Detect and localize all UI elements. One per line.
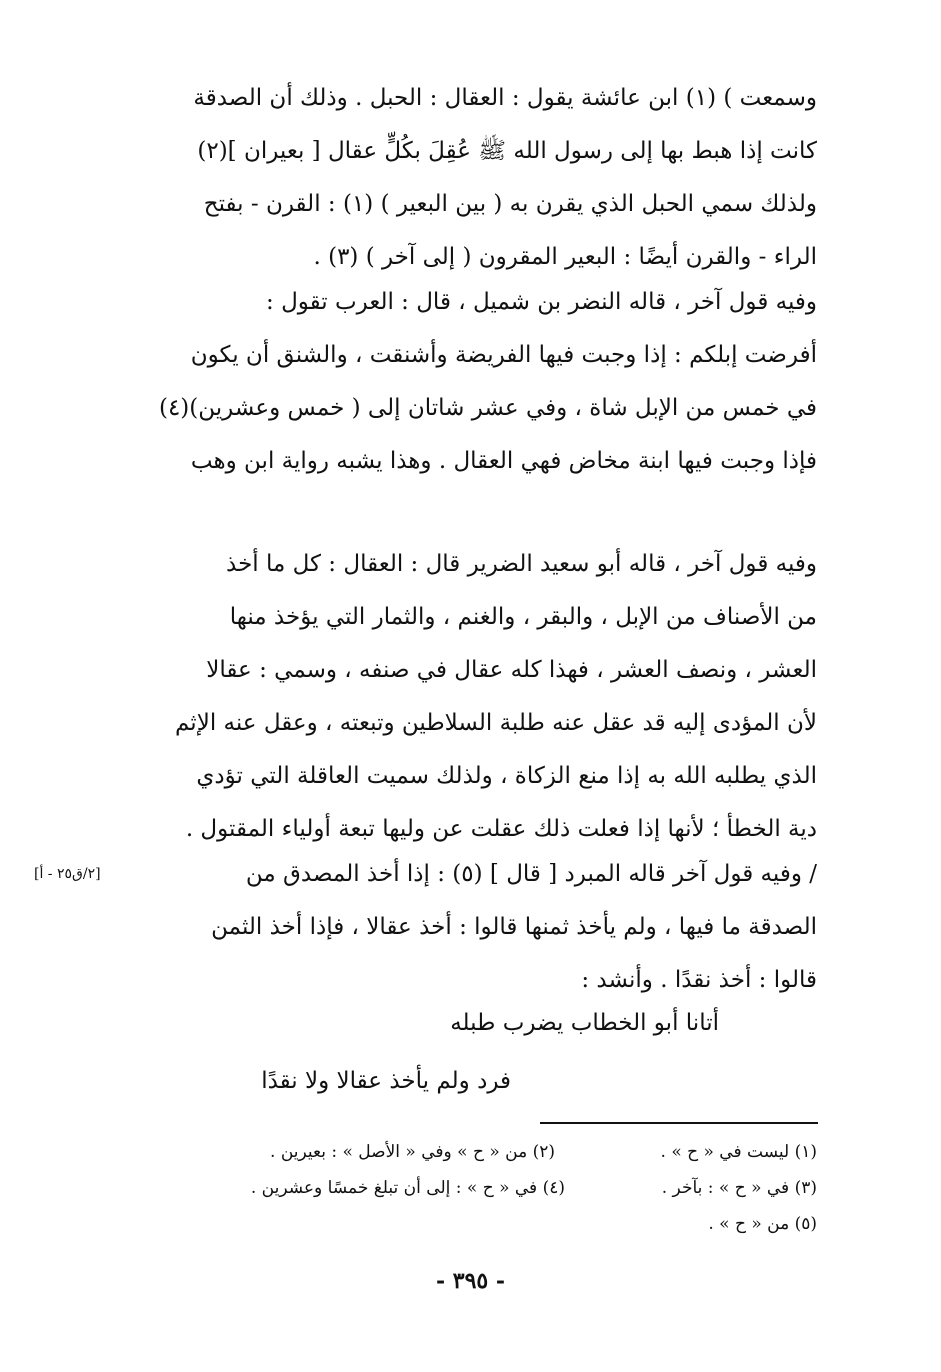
footnote-5: (٥) من « ح » . (708, 1214, 817, 1234)
page-number: - ٣٩٥ - (435, 1268, 506, 1294)
paragraph-aisha (134, 72, 817, 284)
text-line: لأن المؤدى إليه قد عقل عنه طلبة السلاطين وتبعته ، وعقل عنه الإثم (175, 710, 817, 736)
text-line: وفيه قول آخر ، قاله النضر بن شميل ، قال : العرب تقول : (266, 289, 817, 315)
manuscript-folio-note: [٢/ق٢٥ - أ] (34, 866, 101, 882)
text-line: وفيه قول آخر ، قاله أبو سعيد الضرير قال : العقال : كل ما أخذ (226, 551, 817, 577)
paragraph-nadr (134, 276, 817, 488)
footnote-separator (540, 1122, 818, 1124)
paragraph-abu-said (134, 538, 817, 856)
text-line: من الأصناف من الإبل ، والبقر ، والغنم ، والثمار التي يؤخذ منها (229, 604, 817, 630)
footnote-3: (٣) في « ح » : بآخر . (661, 1178, 817, 1198)
text-line: وسمعت ) (١) ابن عائشة يقول : العقال : الحبل . وذلك أن الصدقة (193, 85, 817, 111)
text-line: كانت إذا هبط بها إلى رسول الله ﷺ عُقِلَ بكُلٍّ عقال [ بعيران ](٢) (197, 138, 817, 164)
footnote-4: (٤) في « ح » : إلى أن تبلغ خمسًا وعشرين . (250, 1178, 565, 1198)
text-line: دية الخطأ ؛ لأنها إذا فعلت ذلك عقلت عن وليها تبعة أولياء المقتول . (185, 816, 817, 842)
verse-line-1: أتانا أبو الخطاب يضرب طبله (450, 1010, 719, 1036)
text-line: / وفيه قول آخر قاله المبرد [ قال ] (٥) : إذا أخذ المصدق من (245, 861, 817, 887)
footnote-1: (١) ليست في « ح » . (660, 1142, 817, 1162)
text-line: ولذلك سمي الحبل الذي يقرن به ( بين البعير ) (١) : القرن - بفتح (203, 191, 817, 217)
text-line: في خمس من الإبل شاة ، وفي عشر شاتان إلى ( خمس وعشرين)(٤) (158, 395, 817, 421)
text-line: فإذا وجبت فيها ابنة مخاض فهي العقال . وهذا يشبه رواية ابن وهب (190, 448, 817, 474)
text-line: العشر ، ونصف العشر ، فهذا كله عقال في صنفه ، وسمي : عقالا (206, 657, 817, 683)
text-line: أفرضت إبلكم : إذا وجبت فيها الفريضة وأشنقت ، والشنق أن يكون (190, 342, 817, 368)
text-line: الذي يطلبه الله به إذا منع الزكاة ، ولذلك سميت العاقلة التي تؤدي (196, 763, 817, 789)
text-line: الراء - والقرن أيضًا : البعير المقرون ( إلى آخر ) (٣) . (313, 244, 817, 270)
text-line: الصدقة ما فيها ، ولم يأخذ ثمنها قالوا : أخذ عقالا ، فإذا أخذ الثمن (211, 914, 817, 940)
paragraph-mubarrad (134, 848, 817, 1007)
text-line: قالوا : أخذ نقدًا . وأنشد : (581, 967, 817, 993)
verse-line-2: فرد ولم يأخذ عقالا ولا نقدًا (261, 1068, 511, 1094)
footnote-2: (٢) من « ح » وفي « الأصل » : بعيرين . (270, 1142, 555, 1162)
